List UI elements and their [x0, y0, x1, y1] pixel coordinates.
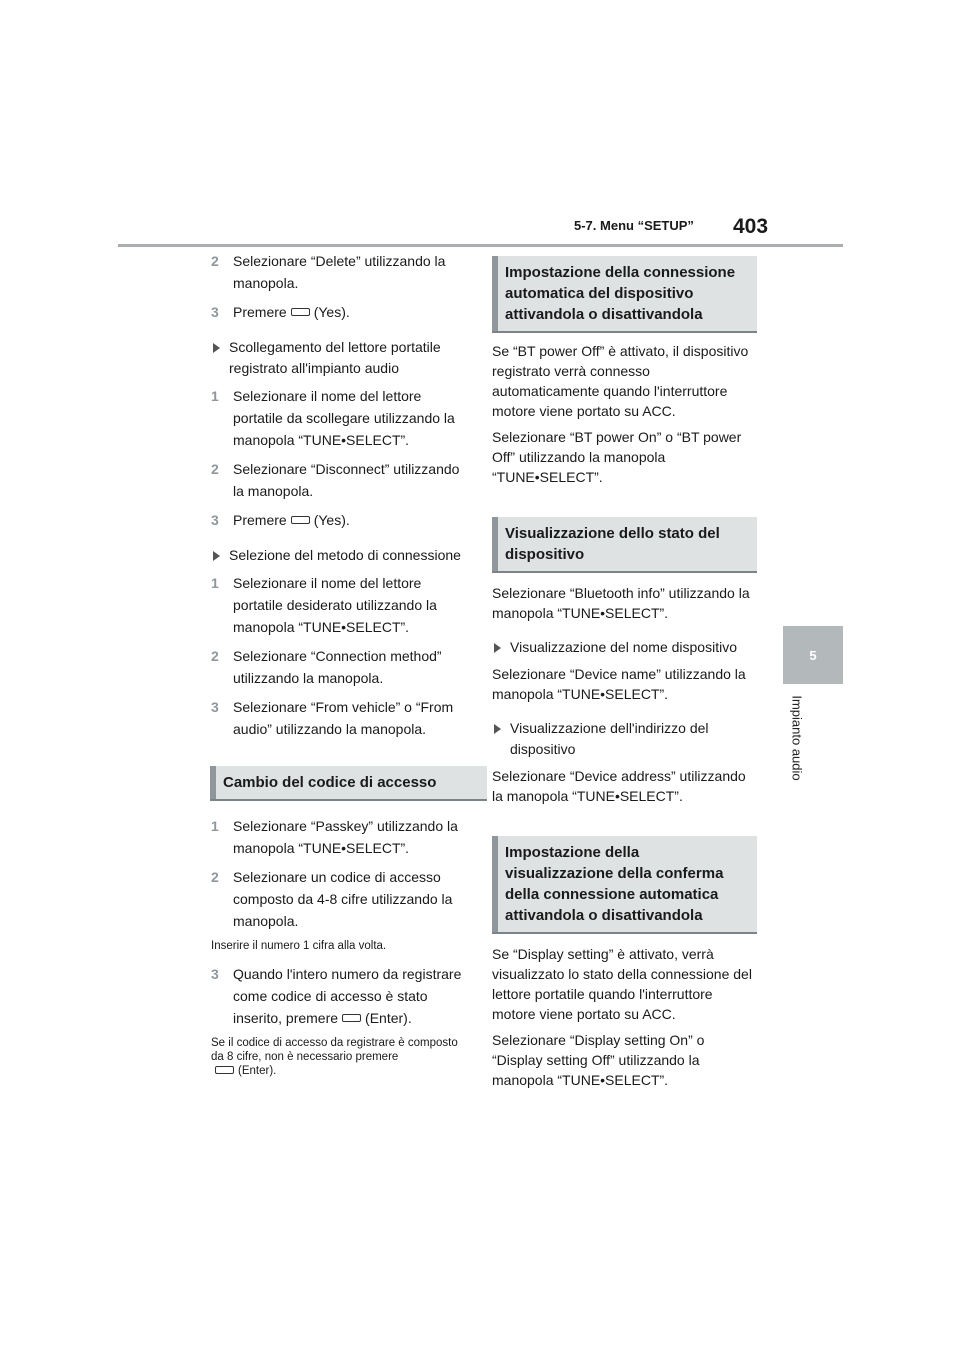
step-number: 2 — [211, 869, 219, 885]
step-number: 3 — [211, 512, 219, 528]
step-number: 1 — [211, 575, 219, 591]
step — [211, 645, 473, 689]
button-icon — [291, 516, 310, 524]
step-text: (Yes). — [313, 304, 350, 320]
bullet-triangle-icon — [494, 724, 501, 734]
step-text: Selezionare “Connection method” utilizzando la manopola. — [233, 648, 442, 686]
step — [211, 963, 473, 1029]
note-text: Se il codice di accesso da registrare è composto da 8 cifre, non è necessario premere — [211, 1037, 458, 1063]
step — [211, 458, 473, 502]
note — [211, 1036, 473, 1078]
paragraph: Selezionare “Device name” utilizzando la manopola “TUNE•SELECT”. — [492, 666, 746, 702]
step — [211, 866, 473, 932]
paragraph: Se “BT power Off” è attivato, il dispositivo registrato verrà connesso automaticamente quando l'interruttore motore viene portato su ACC. — [492, 343, 749, 419]
step-text: Selezionare “From vehicle” o “From audio” utilizzando la manopola. — [233, 699, 454, 737]
bullet-triangle-icon — [213, 343, 220, 353]
bullet-text: Visualizzazione dell'indirizzo del dispositivo — [510, 720, 709, 757]
paragraph: Selezionare “Bluetooth info” utilizzando la manopola “TUNE•SELECT”. — [492, 585, 750, 621]
step-text: (Enter). — [365, 1010, 412, 1026]
step-number: 2 — [211, 648, 219, 664]
bullet-item — [492, 637, 754, 658]
bullet-text: Visualizzazione del nome dispositivo — [510, 639, 737, 655]
step-text: Selezionare “Disconnect” utilizzando la manopola. — [233, 461, 460, 499]
button-icon — [215, 1066, 234, 1074]
bullet-triangle-icon — [494, 643, 501, 653]
paragraph: Selezionare “BT power On” o “BT power Off” utilizzando la manopola “TUNE•SELECT”. — [492, 429, 742, 485]
step-text: Selezionare “Passkey” utilizzando la manopola “TUNE•SELECT”. — [233, 818, 458, 856]
step-number: 3 — [211, 966, 219, 982]
step — [211, 509, 473, 531]
step-text: Selezionare il nome del lettore portatile desiderato utilizzando la manopola “TUNE•SELECT”. — [233, 575, 437, 635]
step-number: 3 — [211, 304, 219, 320]
bullet-triangle-icon — [213, 551, 220, 561]
section-heading: Impostazione della connessione automatica del dispositivo attivandola o disattivandola — [492, 256, 757, 333]
bullet-item — [211, 545, 473, 566]
step — [211, 696, 473, 740]
step-text: Premere — [233, 304, 287, 320]
step — [211, 815, 473, 859]
right-column — [492, 256, 754, 1096]
header-divider — [118, 244, 843, 247]
step-text: Selezionare il nome del lettore portatile da scollegare utilizzando la manopola “TUNE•SELECT”. — [233, 388, 455, 448]
left-column — [211, 250, 473, 1088]
bullet-text: Selezione del metodo di connessione — [229, 547, 461, 563]
step — [211, 250, 473, 294]
step-number: 2 — [211, 253, 219, 269]
section-heading: Impostazione della visualizzazione della conferma della connessione automatica attivandola o disattivandola — [492, 836, 757, 934]
step — [211, 572, 473, 638]
paragraph: Selezionare “Display setting On” o “Display setting Off” utilizzando la manopola “TUNE•SELECT”. — [492, 1032, 705, 1088]
step-number: 1 — [211, 388, 219, 404]
step-text: Selezionare “Delete” utilizzando la manopola. — [233, 253, 446, 291]
step-number: 1 — [211, 818, 219, 834]
step-number: 2 — [211, 461, 219, 477]
chapter-title: Impianto audio — [789, 694, 805, 781]
button-icon — [291, 308, 310, 316]
step — [211, 301, 473, 323]
bullet-item — [492, 718, 754, 760]
note: Inserire il numero 1 cifra alla volta. — [211, 940, 387, 952]
step — [211, 385, 473, 451]
section-title: 5-7. Menu “SETUP” — [574, 218, 694, 233]
step-text: Selezionare un codice di accesso composto da 4-8 cifre utilizzando la manopola. — [233, 869, 453, 929]
bullet-text: Scollegamento del lettore portatile registrato all'impianto audio — [229, 339, 441, 376]
page-number: 403 — [733, 215, 769, 238]
step-text: (Yes). — [313, 512, 350, 528]
paragraph: Selezionare “Device address” utilizzando la manopola “TUNE•SELECT”. — [492, 768, 746, 804]
chapter-label — [787, 690, 807, 785]
note-text: (Enter). — [238, 1065, 277, 1077]
chapter-tab: 5 — [783, 626, 843, 684]
step-text: Premere — [233, 512, 287, 528]
bullet-item — [211, 337, 473, 379]
section-heading: Visualizzazione dello stato del dispositivo — [492, 517, 757, 573]
button-icon — [342, 1014, 361, 1022]
step-number: 3 — [211, 699, 219, 715]
step-text: Quando l'intero numero da registrare come codice di accesso è stato inserito, premere — [233, 966, 462, 1026]
paragraph: Se “Display setting” è attivato, verrà visualizzato lo stato della connessione del lettore portatile quando l'interruttore motore viene portato su ACC. — [492, 946, 752, 1022]
section-heading: Cambio del codice di accesso — [210, 766, 487, 801]
